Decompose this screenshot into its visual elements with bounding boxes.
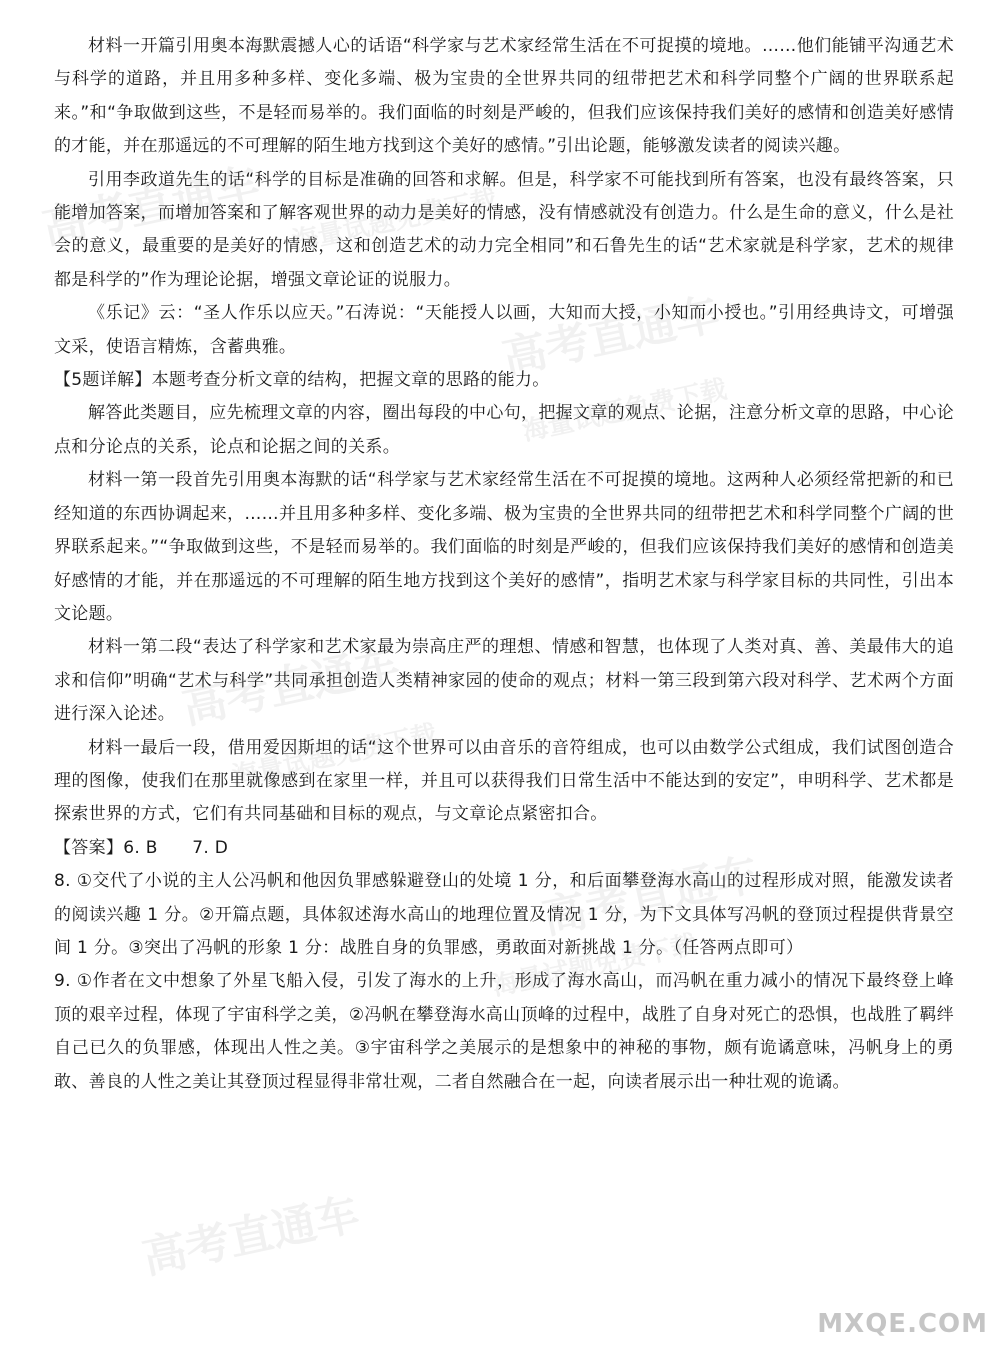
watermark-download: 海量试题免费下载 bbox=[519, 374, 730, 448]
paragraph-answer-8: 8. ①交代了小说的主人公冯帆和他因负罪感躲避登山的处境 1 分，和后面攀登海水高山的过程形成对照，能激发读者的阅读兴趣 1 分。②开篇点题，具体叙述海水高山的地理位置及情况 1 分，为下文具体写冯帆的登顶过程提供背景空间 1 分。③突出了冯帆的形象 1 分：战胜自身的负罪感，勇敢面对新挑战 1 分。（任答两点即可） bbox=[54, 871, 954, 958]
watermark-download: 海量试题免费下载 bbox=[289, 184, 500, 258]
watermark-gaokao: 高考直通车 bbox=[178, 638, 404, 735]
paragraph-last-section-analysis: 材料一最后一段，借用爱因斯坦的话“这个世界可以由音乐的音符组成，也可以由数学公式组成，我们试图创造合理的图像，使我们在那里就像感到在家里一样，并且可以获得我们日常生活中不能达到的安定”，申明科学、艺术都是探索世界的方式，它们有共同基础和目标的观点，与文章论点紧密扣合。 bbox=[54, 737, 954, 825]
watermark-gaokao: 高考直通车 bbox=[138, 1188, 364, 1285]
paragraph-yueji-quote: 《乐记》云：“圣人作乐以应天。”石涛说：“天能授人以画，大知而大授，小知而小授也。”引用经典诗文，可增强文采，使语言精炼，含蓄典雅。 bbox=[54, 303, 954, 357]
paragraph-answer-9: 9. ①作者在文中想象了外星飞船入侵，引发了海水的上升，形成了海水高山，而冯帆在重力减小的情况下最终登上峰顶的艰辛过程，体现了宇宙科学之美，②冯帆在攀登海水高山顶峰的过程中，战胜了自身对死亡的恐惧，也战胜了羁绊自己已久的负罪感，体现出人性之美。③宇宙科学之美展示的是想象中的神秘的事物，颇有诡谲意味，冯帆身上的勇敢、善良的人性之美让其登顶过程显得非常壮观，二者自然融合在一起，向读者展示出一种壮观的诡谲。 bbox=[54, 971, 954, 1092]
watermark-gaokao: 高考直通车 bbox=[498, 288, 724, 385]
site-logo: MXQE.COM bbox=[817, 1309, 988, 1339]
paragraph-answers-6-7: 【答案】6. B 7. D bbox=[54, 837, 229, 858]
paragraph-q5-detail: 【5题详解】本题考查分析文章的结构，把握文章的思路的能力。 bbox=[54, 370, 550, 391]
paragraph-second-section-analysis: 材料一第二段“表达了科学家和艺术家最为崇高庄严的理想、情感和智慧，也体现了人类对真、善、美最伟大的追求和信仰”明确“艺术与科学”共同承担创造人类精神家园的使命的观点；材料一第三段到第六段对科学、艺术两个方面进行深入论述。 bbox=[54, 637, 954, 725]
watermark-gaokao: 高考直通车 bbox=[38, 158, 264, 255]
document-page bbox=[54, 30, 954, 1099]
watermark-gaokao: 高考直通车 bbox=[538, 848, 764, 945]
paragraph-material-one-opening: 材料一开篇引用奥本海默震撼人心的话语“科学家与艺术家经常生活在不可捉摸的境地。……他们能铺平沟通艺术与科学的道路，并且用多种多样、变化多端、极为宝贵的全世界共同的纽带把艺术和科学同整个广阔的世界联系起来。”和“争取做到这些，不是轻而易举的。我们面临的时刻是严峻的，但我们应该保持我们美好的感情和创造美好感情的才能，并在那遥远的不可理解的陌生地方找到这个美好的感情。”引出论题，能够激发读者的阅读兴趣。 bbox=[54, 36, 954, 157]
watermark-download: 海量试题免费下载 bbox=[229, 719, 440, 793]
watermark-download: 海量试题免费下载 bbox=[489, 929, 700, 1003]
paragraph-lizhengdao-quote: 引用李政道先生的话“科学的目标是准确的回答和求解。但是，科学家不可能找到所有答案，也没有最终答案，只能增加答案，而增加答案和了解客观世界的动力是美好的情感，没有情感就没有创造力。什么是生命的意义，什么是社会的意义，最重要的是美好的情感，这和创造艺术的动力完全相同”和石鲁先生的话“艺术家就是科学家，艺术的规律都是科学的”作为理论论据，增强文章论证的说服力。 bbox=[54, 169, 954, 290]
paragraph-first-section-analysis: 材料一第一段首先引用奥本海默的话“科学家与艺术家经常生活在不可捉摸的境地。这两种人必须经常把新的和已经知道的东西协调起来，……并且用多种多样、变化多端、极为宝贵的全世界共同的纽带把艺术和科学同整个广阔的世界联系起来。”“争取做到这些，不是轻而易举的。我们面临的时刻是严峻的，但我们应该保持我们美好的感情和创造美好感情的才能，并在那遥远的不可理解的陌生地方找到这个美好的感情”，指明艺术家与科学家目标的共同性，引出本文论题。 bbox=[54, 470, 954, 624]
paragraph-answer-method: 解答此类题目，应先梳理文章的内容，圈出每段的中心句，把握文章的观点、论据，注意分析文章的思路，中心论点和分论点的关系，论点和论据之间的关系。 bbox=[54, 403, 954, 457]
